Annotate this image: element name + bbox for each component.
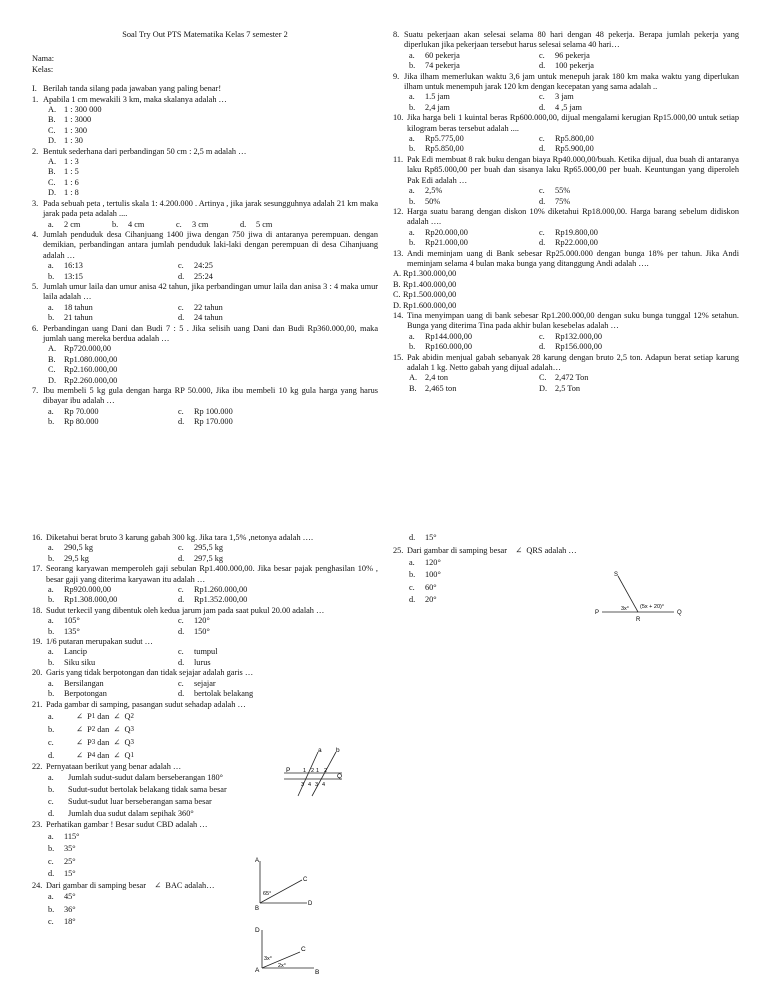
question-23: 23. Perhatikan gambar ! Besar sudut CBD adalah … <box>32 820 208 830</box>
q4-option-a[interactable]: a. 16:13 <box>48 261 83 271</box>
label-4: 4 <box>308 782 312 788</box>
q2-options <box>48 157 378 199</box>
question-8: 8. Suatu pekerjaan akan selesai selama 80 hari dengan 48 pekerja. Berapa jumlah pekerja yang diperlukan jika pekerjaan tersebut harus selesai selama 40 hari… <box>393 30 739 50</box>
q12-options <box>409 228 739 249</box>
q2-option-c[interactable]: C. 1 : 6 <box>48 177 79 187</box>
q23-option-a[interactable]: a. 115° <box>48 831 80 841</box>
instruction-text: Berilah tanda silang pada jawaban yang paling benar! <box>43 84 222 94</box>
q7-option-d[interactable]: d. Rp 170.000 <box>178 417 233 427</box>
q21-option-a[interactable]: a. ∠ P 1 dan ∠ Q 2 <box>48 711 134 721</box>
transversal-a <box>298 752 318 796</box>
q17-options <box>48 585 378 606</box>
q13-option-c[interactable]: C. Rp1.500.000,00 <box>393 290 457 300</box>
q19-option-b[interactable]: b. Siku siku <box>48 657 96 667</box>
question-6: 6. Perbandingan uang Dani dan Budi 7 : 5 . Jika selisih uang Dani dan Budi Rp360.000,00, maka jumlah uang mereka berdua adalah … <box>32 323 378 343</box>
question-7: 7. Ibu membeli 5 kg gula dengan harga RP 50.000, Jika ibu membeli 10 kg gula harga yang harus dibayar ibu adalah … <box>32 386 378 406</box>
question-11: 11. Pak Edi membuat 8 rak buku dengan biaya Rp40.000,00/buah. Ketika dijual, dua buah di antaranya laku Rp85.000,00 per buah dan sisanya laku Rp65.000,00 per buah. Keuntungan yang diperoleh Pak Edi adalah … <box>393 154 739 185</box>
q21-option-b[interactable]: b. ∠ P 2 dan ∠ Q 3 <box>48 724 134 734</box>
q20-option-a[interactable]: a. Bersilangan <box>48 678 104 688</box>
q24-options <box>48 891 378 929</box>
question-5: 5. Jumlah umur laila dan umur anisa 42 tahun, jika perbandingan umur laila dan anisa 3 : 4 maka umur laila adalah … <box>32 281 378 302</box>
q1-option-d[interactable]: D. 1 : 30 <box>48 136 83 146</box>
question-9: 9. Jika ilham memerlukan waktu 3,6 jam untuk menepuh jarak 180 km maka waktu yang diperlukan ilham untuk menempuh jarak 120 km dengan kecepatan yang sama adalah .. <box>393 71 739 92</box>
q24-option-d[interactable]: d. 15° <box>409 533 437 542</box>
q19-option-d[interactable]: d. lurus <box>178 657 211 667</box>
question-19: 19. 1/6 putaran merupakan sudut … <box>32 637 153 647</box>
q14-option-d[interactable]: d. Rp156.000,00 <box>539 342 603 352</box>
label-d: D <box>255 927 260 934</box>
q20-options <box>48 679 378 700</box>
q23-angle-figure <box>252 855 322 913</box>
q1-option-c[interactable]: C. 1 : 300 <box>48 125 88 135</box>
q9-option-a[interactable]: a. 1.5 jam <box>409 92 450 102</box>
left-column-bottom <box>32 533 378 929</box>
q22-option-b[interactable]: b. Sudut-sudut bertolak belakang tidak sama besar <box>48 785 227 795</box>
left-column-top <box>32 30 378 428</box>
q1-option-a[interactable]: A. 1 : 300 000 <box>48 105 102 115</box>
q25-option-b[interactable]: b. 100° <box>409 570 441 580</box>
q10-option-a[interactable]: a. Rp5.775,00 <box>409 134 464 144</box>
label-d: D <box>308 901 313 907</box>
q11-option-b[interactable]: b. 50% <box>409 196 441 206</box>
q15-option-d[interactable]: D. 2,5 Ton <box>539 383 581 393</box>
question-18: 18. Sudut terkecil yang dibentuk oleh kedua jarum jam pada saat pukul 20.00 adalah … <box>32 605 325 615</box>
q21-option-d[interactable]: d. ∠ P 4 dan ∠ Q 1 <box>48 750 134 760</box>
label-a: A <box>255 858 260 864</box>
q8-options <box>409 51 739 72</box>
q15-options <box>409 373 739 394</box>
q17-option-d[interactable]: d. Rp1.352.000,00 <box>178 595 248 605</box>
q7-option-c[interactable]: c. Rp 100.000 <box>178 406 233 416</box>
label-2b: 2 <box>324 768 328 774</box>
question-15: 15. Pak abidin menjual gabah sebanyak 28 karung dengan bruto 2,5 ton. Adapun berat setiap karung adalah 1 kg. Netto gabah yang dijual adalah… <box>393 352 739 372</box>
label-3b: 3 <box>315 782 319 788</box>
q16-option-b[interactable]: b. 29,5 kg <box>48 553 89 563</box>
label-1: 1 <box>303 768 307 774</box>
q16-option-d[interactable]: d. 297,5 kg <box>178 553 224 563</box>
q3-option-a[interactable]: a. 2 cm <box>48 219 81 229</box>
q24-angle-figure <box>252 924 332 976</box>
question-20: 20. Garis yang tidak berpotongan dan tidak sejajar adalah garis … <box>32 668 254 678</box>
q8-option-b[interactable]: b. 74 pekerja <box>409 61 460 71</box>
question-16: 16. Diketahui berat bruto 3 karung gabah 300 kg. Jika tara 1,5% ,netonya adalah …. <box>32 533 314 542</box>
question-17: 17. Seorang karyawan memperoleh gaji sebulan Rp1.400.000,00. Jika besar pajak penghasilan 10% , besar gaji yang diterima karyawan itu adalah … <box>32 564 378 584</box>
q3-option-c[interactable]: c. 3 cm <box>176 219 209 229</box>
q3-option-d[interactable]: d. 5 cm <box>240 219 273 229</box>
q13-option-a[interactable]: A. Rp1.300.000,00 <box>393 269 457 279</box>
label-s: S <box>614 572 619 578</box>
label-3x: 3x° <box>264 956 273 962</box>
q24-option-c[interactable]: c. 18° <box>48 917 76 927</box>
label-a: a <box>318 747 322 754</box>
q4-option-d[interactable]: d. 25:24 <box>178 271 213 281</box>
label-2: 2 <box>311 768 315 774</box>
q14-option-b[interactable]: b. Rp160.000,00 <box>409 342 473 352</box>
q20-option-d[interactable]: d. bertolak belakang <box>178 689 254 699</box>
q24-option-b[interactable]: b. 36° <box>48 904 76 914</box>
q25-option-c[interactable]: c. 60° <box>409 582 437 592</box>
q7-option-b[interactable]: b. Rp 80.000 <box>48 417 99 427</box>
q2-option-a[interactable]: A. 1 : 3 <box>48 157 79 167</box>
label-3x: 3x° <box>621 606 630 612</box>
label-r: R <box>636 617 641 623</box>
question-14: 14. Tina menyimpan uang di bank sebesar Rp1.200.000,00 dengan suku bunga tunggal 12% setahun. Bunga yang diterima Tina pada akhir bulan kesebelas adalah … <box>393 310 739 331</box>
label-3: 3 <box>301 782 305 788</box>
q15-option-b[interactable]: B. 2,465 ton <box>409 383 457 393</box>
q9-options <box>409 92 739 113</box>
q18-option-d[interactable]: d. 150° <box>178 626 210 636</box>
q5-option-c[interactable]: c. 22 tahun <box>178 302 223 312</box>
q5-option-b[interactable]: b. 21 tahun <box>48 313 93 323</box>
q10-option-b[interactable]: b. Rp5.850,00 <box>409 144 464 154</box>
q11-option-c[interactable]: c. 55% <box>539 186 571 196</box>
q6-option-b[interactable]: B. Rp1.080.000,00 <box>48 354 118 364</box>
q1-option-b[interactable]: B. 1 : 3000 <box>48 115 92 125</box>
q13-option-b[interactable]: B. Rp1.400.000,00 <box>393 279 457 289</box>
instruction: I. Berilah tanda silang pada jawaban yang paling benar! <box>32 84 378 94</box>
q4-option-b[interactable]: b. 13:15 <box>48 271 83 281</box>
q17-option-c[interactable]: c. Rp1.260.000,00 <box>178 585 248 595</box>
q8-option-c[interactable]: c. 96 pekerja <box>539 50 590 60</box>
q4-option-c[interactable]: c. 24:25 <box>178 261 213 271</box>
question-24: 24. Dari gambar di samping besar ∠ BAC adalah… <box>32 880 215 890</box>
q5-option-a[interactable]: a. 18 tahun <box>48 302 93 312</box>
q23-option-c[interactable]: c. 25° <box>48 856 76 866</box>
q9-option-b[interactable]: b. 2,4 jam <box>409 102 450 112</box>
q5-options <box>48 303 378 324</box>
q19-options <box>48 647 378 668</box>
question-25: 25. Dari gambar di samping besar ∠ QRS adalah … <box>393 546 577 556</box>
q12-option-d[interactable]: d. Rp22.000,00 <box>539 238 598 248</box>
q2-option-d[interactable]: D. 1 : 8 <box>48 188 79 198</box>
q12-option-b[interactable]: b. Rp21.000,00 <box>409 238 468 248</box>
transversal-b <box>312 752 336 796</box>
question-10: 10. Jika harga beli 1 kuintal beras Rp600.000,00, dijual mengalami kerugian Rp15.000,00 untuk setiap kilogram beras tersebut adalah .... <box>393 113 739 133</box>
question-22: 22. Pernyataan berikut yang benar adalah … <box>32 761 182 771</box>
q6-option-c[interactable]: C. Rp2.160.000,00 <box>48 365 118 375</box>
q16-options <box>48 543 378 564</box>
q19-option-c[interactable]: c. tumpul <box>178 647 218 657</box>
q22-option-d[interactable]: d. Jumlah dua sudut dalam sepihak 360° <box>48 809 194 819</box>
q25-straight-angle-figure <box>592 568 692 626</box>
q23-option-d[interactable]: d. 15° <box>48 869 76 879</box>
q18-option-b[interactable]: b. 135° <box>48 626 80 636</box>
q15-option-c[interactable]: C. 2,472 Ton <box>539 373 589 383</box>
q17-option-a[interactable]: a. Rp920.000,00 <box>48 585 112 595</box>
q9-option-c[interactable]: c. 3 jam <box>539 92 574 102</box>
label-c: C <box>301 946 306 953</box>
q1-options <box>48 105 378 147</box>
label-q: Q <box>337 773 343 780</box>
kelas-label: Kelas: <box>32 64 54 74</box>
q25-option-d[interactable]: d. 20° <box>409 595 437 605</box>
q6-options <box>48 344 378 386</box>
q10-option-d[interactable]: d. Rp5.900,00 <box>539 144 594 154</box>
label-angle: 65° <box>263 891 272 897</box>
q18-option-c[interactable]: c. 120° <box>178 616 210 626</box>
q20-option-b[interactable]: b. Berpotongan <box>48 689 107 699</box>
q16-option-c[interactable]: c. 295,5 kg <box>178 543 224 553</box>
label-2x: 2x° <box>278 963 287 969</box>
q20-option-c[interactable]: c. sejajar <box>178 678 216 688</box>
q4-options <box>48 261 378 282</box>
q5-option-d[interactable]: d. 24 tahun <box>178 313 223 323</box>
q14-options <box>409 332 739 353</box>
nama-label: Nama: <box>32 54 55 64</box>
label-q: Q <box>677 610 682 616</box>
angle-sign: ∠ <box>154 880 162 890</box>
question-21: 21. Pada gambar di samping, pasangan sudut sehadap adalah … <box>32 699 246 709</box>
label-c: C <box>303 877 308 883</box>
label-b: B <box>315 969 320 976</box>
q8-option-d[interactable]: d. 100 pekerja <box>539 61 594 71</box>
q23-option-b[interactable]: b. 35° <box>48 844 76 854</box>
q7-option-a[interactable]: a. Rp 70.000 <box>48 406 99 416</box>
q9-option-d[interactable]: d. 4 ,5 jam <box>539 102 582 112</box>
right-column-top <box>393 30 739 394</box>
q17-option-b[interactable]: b. Rp1.308.000,00 <box>48 595 118 605</box>
label-a: A <box>255 967 260 974</box>
q11-option-a[interactable]: a. 2,5% <box>409 186 443 196</box>
q14-option-c[interactable]: c. Rp132.000,00 <box>539 331 603 341</box>
q7-options <box>48 407 378 428</box>
q3-options <box>48 220 378 230</box>
question-12: 12. Harga suatu barang dengan diskon 10% diketahui Rp18.000,00. Harga barang sebelum didiskon adalah …. <box>393 206 739 227</box>
q11-options <box>409 186 739 207</box>
q11-option-d[interactable]: d. 75% <box>539 196 571 206</box>
q15-option-a[interactable]: A. 2,4 ton <box>409 373 449 383</box>
q3-option-b[interactable]: b. 4 cm <box>112 219 145 229</box>
q18-options <box>48 616 378 637</box>
q18-option-a[interactable]: a. 105° <box>48 616 80 626</box>
question-1: 1. Apabila 1 cm mewakili 3 km, maka skalanya adalah … <box>32 94 227 104</box>
q16-option-a[interactable]: a. 290,5 kg <box>48 543 94 553</box>
q10-option-c[interactable]: c. Rp5.800,00 <box>539 134 594 144</box>
q12-option-c[interactable]: c. Rp19.800,00 <box>539 227 598 237</box>
angle-sign: ∠ <box>515 546 523 556</box>
q23-options <box>48 831 378 881</box>
q22-option-a[interactable]: a. Jumlah sudut-sudut dalam berseberangan 180° <box>48 773 223 783</box>
question-3: 3. Pada sebuah peta , tertulis skala 1: 4.200.000 . Artinya , jika jarak sesungguhnya adalah 21 km maka jarak pada peta adalah .... <box>32 198 378 219</box>
question-2: 2. Bentuk sederhana dari perbandingan 50 cm : 2,5 m adalah … <box>32 146 247 156</box>
q24-option-a[interactable]: a. 45° <box>48 892 76 902</box>
label-p: P <box>286 767 291 774</box>
label-p: P <box>595 610 600 616</box>
label-1b: 1 <box>316 768 320 774</box>
q13-option-d[interactable]: D. Rp1.600.000,00 <box>393 300 457 310</box>
q19-option-a[interactable]: a. Lancip <box>48 647 88 657</box>
q14-option-a[interactable]: a. Rp144.000,00 <box>409 331 473 341</box>
q13-options <box>393 269 739 311</box>
q10-options <box>409 134 739 155</box>
label-b: b <box>336 747 340 754</box>
q6-option-a[interactable]: A. Rp720.000,00 <box>48 344 112 354</box>
q22-option-c[interactable]: c. Sudut-sudut luar berseberangan sama besar <box>48 797 212 807</box>
q6-option-d[interactable]: D. Rp2.260.000,00 <box>48 375 118 385</box>
q25-option-a[interactable]: a. 120° <box>409 557 441 567</box>
q2-option-b[interactable]: B. 1 : 5 <box>48 167 79 177</box>
question-4: 4. Jumlah penduduk desa Cihanjuang 1400 jiwa dengan 750 jiwa di antaranya perempuan. dengan demikian, perbandingan antara jumlah penduduk laki-laki dengan perempuan di desa Cihanjuang adalah … <box>32 229 378 260</box>
label-b: B <box>255 906 260 912</box>
label-5x-20: (5x + 20)° <box>640 604 665 610</box>
q8-option-a[interactable]: a. 60 pekerja <box>409 50 460 60</box>
question-13: 13. Andi meminjam uang di Bank sebesar Rp25.000.000 dengan bunga 18% per tahun. Jika Andi meminjam selama 4 bulan maka bunga yang ditanggung Andi adalah …. <box>393 248 739 268</box>
label-4b: 4 <box>322 782 326 788</box>
q21-option-c[interactable]: c. ∠ P 3 dan ∠ Q 3 <box>48 737 134 747</box>
q21-parallel-lines-figure <box>280 746 360 798</box>
q12-option-a[interactable]: a. Rp20.000,00 <box>409 227 468 237</box>
page-title: Soal Try Out PTS Matematika Kelas 7 semester 2 <box>122 30 288 39</box>
